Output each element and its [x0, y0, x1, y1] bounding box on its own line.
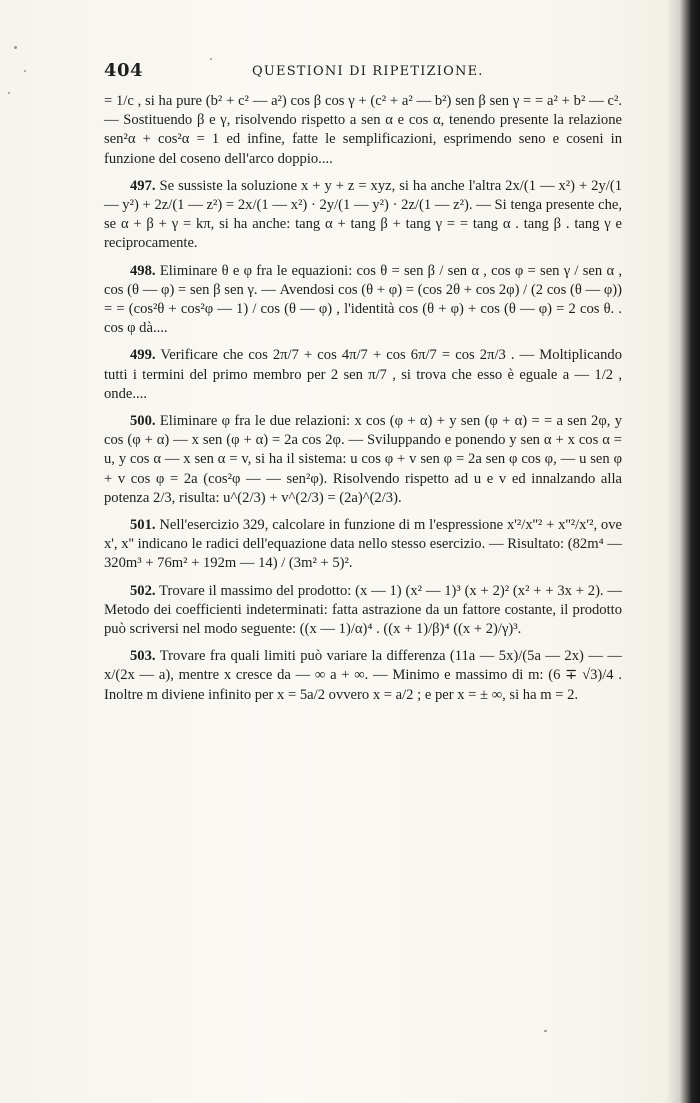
page-edge-shadow [666, 0, 700, 1103]
paragraph-text: Verificare che cos 2π/7 + cos 4π/7 + cos 6π/7 = cos 2π/3 . — Moltiplicando tutti i termini del primo membro per 2 sen π/7 , si trova che esso è eguale a — 1/2 , onde.... [104, 347, 622, 402]
paragraph-text: Eliminare θ e φ fra le equazioni: cos θ = sen β / sen α , cos φ = sen γ / sen α , cos (θ — φ) = sen β sen γ. — Avendosi cos (θ + φ) = (cos 2θ + cos 2φ) / (2 cos (θ — φ)) = = (cos²θ + cos²φ — 1) / cos (θ — φ) , l'identità cos (θ + φ) + cos (θ — φ) = 2 cos θ. . cos φ dà.... [104, 262, 622, 337]
page-number: 404 [104, 60, 144, 81]
exercise-502 [104, 582, 622, 640]
paragraph-text: Se sussiste la soluzione x + y + z = xyz, si ha anche l'altra 2x/(1 — x²) + 2y/(1 — y²) + 2z/(1 — z²) = 2x/(1 — x²) · 2y/(1 — y²) · 2z/(1 — z²). — Si tenga presente che, se α + β + γ = kπ, si ha anche: tang α + tang β + tang γ = = tang α . tang β . tang γ e reciprocamente. [104, 177, 622, 252]
running-head: QUESTIONI DI RIPETIZIONE. [252, 64, 484, 79]
exercise-number: 498. [130, 262, 156, 279]
paragraph-text: Eliminare φ fra le due relazioni: x cos (φ + α) + y sen (φ + α) = = a sen 2φ, y cos (φ + α) — x sen (φ + α) = 2a cos 2φ. — Sviluppando e ponendo y sen α + x cos α = u, y cos α — x sen α = v, si ha il sistema: u cos φ + v sen φ = 2a sen φ cos φ, — u sen φ + v cos φ = 2a (cos²φ — — sen²φ). Risolvendo rispetto ad u e v ed innalzando alla potenza 2/3, risulta: u^(2/3) + v^(2/3) = (2a)^(2/3). [104, 413, 622, 506]
paper-speck [544, 1030, 547, 1032]
exercise-501 [104, 516, 622, 574]
exercise-number: 499. [130, 347, 156, 364]
page-body [104, 92, 622, 713]
paragraph-text: Trovare il massimo del prodotto: (x — 1) (x² — 1)³ (x + 2)² (x² + + 3x + 2). — Metodo dei coefficienti indeterminati: fatta astrazione da un fattore costante, il prodotto può scriversi nel modo seguente: ((x — 1)/α)⁴ . ((x + 1)/β)⁴ ((x + 2)/γ)³. [104, 582, 622, 638]
paper-speck [24, 70, 26, 72]
paragraph-text: Trovare fra quali limiti può variare la differenza (11a — 5x)/(5a — 2x) — — x/(2x — a), mentre x cresce da — ∞ a + ∞. — Minimo e massimo di m: (6 ∓ √3)/4 . Inoltre m diviene infinito per x = 5a/2 ovvero x = a/2 ; e per x = ± ∞, si ha m = 2. [104, 648, 622, 703]
exercise-499 [104, 346, 622, 404]
exercise-number: 503. [130, 648, 156, 665]
exercise-number: 502. [130, 582, 156, 599]
page-header [104, 60, 622, 82]
exercise-500 [104, 412, 622, 508]
paper-speck [14, 46, 17, 49]
paragraph-text: = 1/c , si ha pure (b² + c² — a²) cos β cos γ + (c² + a² — b²) sen β sen γ = = a² + b² — c². — Sostituendo β e γ, risolvendo rispetto a sen α e cos α, tenendo presente la relazione sen²α + cos²α = 1 ed infine, fatte le semplificazioni, esprimendo seno e coseni in funzione del coseno dell'arco doppio.... [104, 93, 622, 167]
paper-speck [8, 92, 10, 94]
exercise-number: 500. [130, 413, 156, 430]
exercise-number: 501. [130, 517, 156, 534]
exercise-number: 497. [130, 177, 156, 194]
exercise-497 [104, 177, 622, 254]
exercise-503 [104, 647, 622, 705]
exercise-498 [104, 262, 622, 339]
paragraph-continuation [104, 92, 622, 169]
paragraph-text: Nell'esercizio 329, calcolare in funzione di m l'espressione x'²/x''² + x''²/x'², ove x', x'' indicano le radici dell'equazione data nello stesso esercizio. — Risultato: (82m⁴ — 320m³ + 76m² + 192m — 14) / (3m² + 5)². [104, 517, 622, 572]
